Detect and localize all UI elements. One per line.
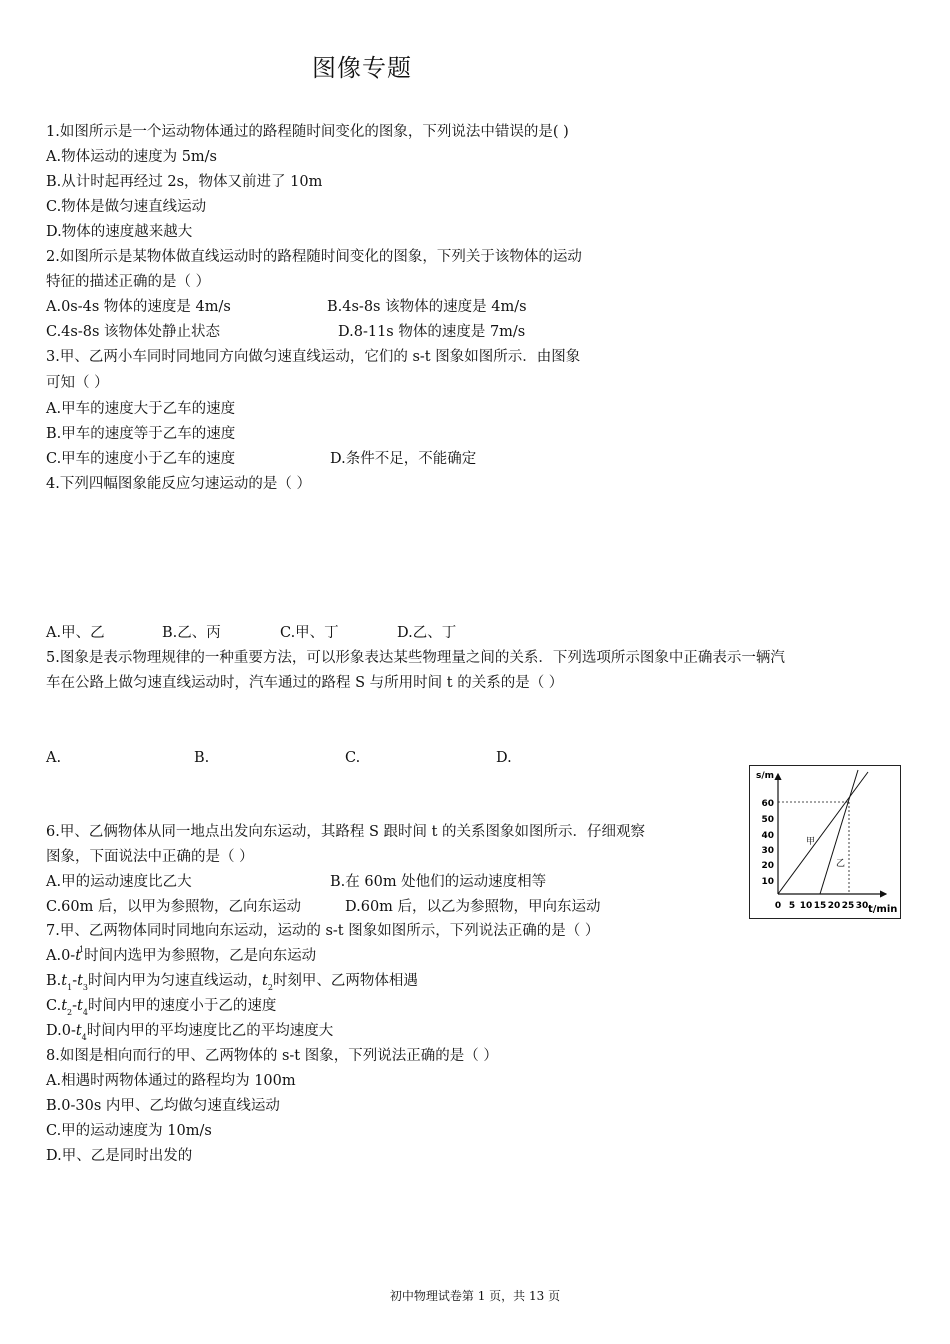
q4-option-c: C.甲、丁 xyxy=(280,625,339,641)
q7-b-text: 时间内甲为匀速直线运动， xyxy=(88,973,263,989)
q7-b-prefix: B. xyxy=(46,973,62,989)
q7-c-index2: 2 xyxy=(67,1008,73,1017)
x-tick: 0 xyxy=(774,901,782,911)
q7-c-prefix: C. xyxy=(46,998,62,1014)
q8-option-b: B.0-30s 内甲、乙均做匀速直线运动 xyxy=(46,1098,280,1114)
q7-c-dash: - xyxy=(72,998,78,1014)
q5-option-d: D. xyxy=(496,750,512,766)
q2-option-b: B.4s-8s 该物体的速度是 4m/s xyxy=(327,299,527,315)
y-tick: 20 xyxy=(761,861,774,871)
q2-option-c: C.4s-8s 该物体处静止状态 xyxy=(46,324,221,340)
q2-stem-line2: 特征的描述正确的是（ ） xyxy=(46,274,211,290)
y-tick: 50 xyxy=(761,815,774,825)
line-yi xyxy=(820,770,858,894)
q1-option-c: C.物体是做匀速直线运动 xyxy=(46,199,207,215)
x-tick: 15 xyxy=(813,901,827,911)
q6-stem-line2: 图象，下面说法中正确的是（ ） xyxy=(46,849,254,865)
label-jia: 甲 xyxy=(806,837,816,847)
q5-stem-line1: 5.图象是表示物理规律的一种重要方法，可以形象表达某些物理量之间的关系．下列选项所示图象中正确表示一辆汽 xyxy=(46,650,785,666)
page-footer: 初中物理试卷第 1 页，共 13 页 xyxy=(389,1289,561,1303)
q6-option-a: A.甲的运动速度比乙大 xyxy=(46,874,192,890)
q5-option-c: C. xyxy=(345,750,361,766)
q7-b-index3: 3 xyxy=(82,983,89,992)
q7-c-text: 时间内甲的速度小于乙的速度 xyxy=(87,998,277,1014)
q6-option-c: C.60m 后，以甲为参照物，乙向东运动 xyxy=(46,899,301,915)
x-tick: 20 xyxy=(827,901,841,911)
q7-d-index: 4 xyxy=(81,1033,87,1042)
q7-option-c xyxy=(46,996,276,1018)
q3-stem-line1: 3.甲、乙两小车同时同地同方向做匀速直线运动，它们的 s-t 图象如图所示．由图象 xyxy=(46,349,581,365)
q7-b-index1: 1 xyxy=(67,983,73,992)
q7-d-text: 时间内甲的平均速度比乙的平均速度大 xyxy=(86,1023,334,1039)
x-tick: 5 xyxy=(788,901,796,911)
q1-option-b: B.从计时起再经过 2s，物体又前进了 10m xyxy=(46,174,323,190)
q7-b-dash: - xyxy=(72,973,78,989)
q8-stem: 8.如图是相向而行的甲、乙两物体的 s-t 图象，下列说法正确的是（ ） xyxy=(46,1048,498,1064)
q4-option-b: B.乙、丙 xyxy=(162,625,221,641)
y-tick: 10 xyxy=(761,877,774,887)
q4-option-a: A.甲、乙 xyxy=(46,625,105,641)
q6-st-graph xyxy=(749,765,901,919)
y-axis-label: s/m xyxy=(756,771,775,781)
q7-b-text2: 时刻甲、乙两物体相遇 xyxy=(272,973,418,989)
q6-stem-line1: 6.甲、乙俩物体从同一地点出发向东运动，其路程 S 跟时间 t 的关系图象如图所示．仔细观察 xyxy=(46,824,646,840)
q7-c-index4: 4 xyxy=(82,1008,88,1017)
x-axis-label: t/min xyxy=(868,904,898,915)
q1-stem: 1.如图所示是一个运动物体通过的路程随时间变化的图象，下列说法中错误的是( ) xyxy=(46,124,569,140)
q7-b-t1: t xyxy=(61,973,68,989)
x-tick: 25 xyxy=(841,901,855,911)
q3-option-a: A.甲车的速度大于乙车的速度 xyxy=(46,401,236,417)
line-jia xyxy=(778,772,868,894)
page-title: 图像专题 xyxy=(312,54,412,82)
q7-d-prefix: D.0- xyxy=(46,1023,76,1039)
q7-b-t2: t xyxy=(262,973,268,989)
q7-a-prefix: A.0- xyxy=(46,948,76,964)
q3-option-b: B.甲车的速度等于乙车的速度 xyxy=(46,426,236,442)
q7-c-t2: t xyxy=(61,998,68,1014)
q1-option-a: A.物体运动的速度为 5m/s xyxy=(46,149,217,165)
q2-stem-line1: 2.如图所示是某物体做直线运动时的路程随时间变化的图象，下列关于该物体的运动 xyxy=(46,249,582,265)
q8-option-d: D.甲、乙是同时出发的 xyxy=(46,1148,193,1164)
q7-option-b xyxy=(46,971,418,993)
y-tick: 30 xyxy=(761,846,774,856)
q4-option-d: D.乙、丁 xyxy=(397,625,457,641)
x-tick: 10 xyxy=(799,901,813,911)
q7-c-t4: t xyxy=(77,998,83,1014)
q6-option-d: D.60m 后，以乙为参照物，甲向东运动 xyxy=(345,899,601,915)
q8-option-c: C.甲的运动速度为 10m/s xyxy=(46,1123,212,1139)
q5-stem-line2: 车在公路上做匀速直线运动时，汽车通过的路程 S 与所用时间 t 的关系的是（ ） xyxy=(46,675,564,691)
x-tick: 30 xyxy=(855,901,869,911)
y-tick: 60 xyxy=(761,799,774,809)
q2-option-d: D.8-11s 物体的速度是 7m/s xyxy=(338,324,526,340)
q3-stem-line2: 可知（ ） xyxy=(46,375,109,391)
q6-option-b: B.在 60m 处他们的运动速度相等 xyxy=(330,874,547,890)
q5-option-a: A. xyxy=(46,750,62,766)
q7-a-t: t xyxy=(75,948,82,964)
q7-a-index: 1 xyxy=(79,945,85,954)
q1-option-d: D.物体的速度越来越大 xyxy=(46,224,193,240)
q8-option-a: A.相遇时两物体通过的路程均为 100m xyxy=(46,1073,296,1089)
q7-b-index2: 2 xyxy=(267,983,273,992)
q7-stem: 7.甲、乙两物体同时同地向东运动，运动的 s-t 图象如图所示，下列说法正确的是（ ） xyxy=(46,923,600,939)
q7-d-t: t xyxy=(75,1023,82,1039)
q3-option-d: D.条件不足，不能确定 xyxy=(330,451,477,467)
q6-graph-svg xyxy=(750,766,900,918)
label-yi: 乙 xyxy=(836,859,846,869)
q7-option-a xyxy=(46,946,316,968)
q4-stem: 4.下列四幅图象能反应匀速运动的是（ ） xyxy=(46,476,311,492)
q7-a-text: 时间内选甲为参照物，乙是向东运动 xyxy=(84,948,317,964)
q7-b-t3: t xyxy=(77,973,83,989)
q3-option-c: C.甲车的速度小于乙车的速度 xyxy=(46,451,236,467)
q7-option-d xyxy=(46,1021,333,1043)
q5-option-b: B. xyxy=(194,750,210,766)
q2-option-a: A.0s-4s 物体的速度是 4m/s xyxy=(46,299,231,315)
y-tick: 40 xyxy=(761,831,774,841)
